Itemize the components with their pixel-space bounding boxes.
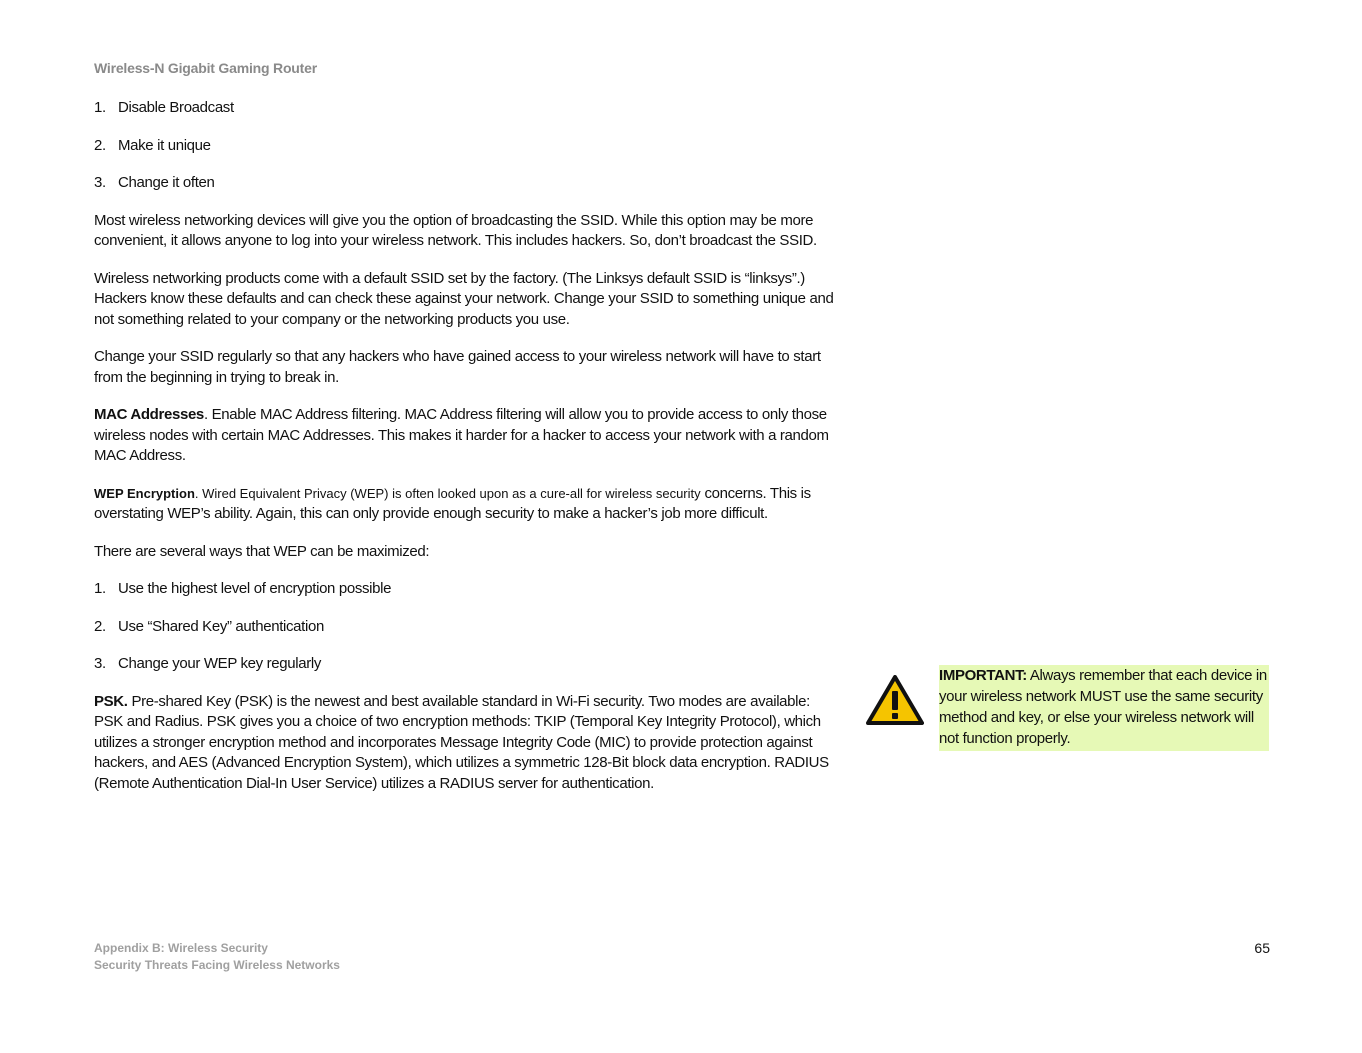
page-number: 65 <box>1254 940 1270 956</box>
list-number: 1. <box>94 99 106 116</box>
list-item-text: Change your WEP key regularly <box>118 655 322 672</box>
important-callout-text <box>939 665 1267 749</box>
wep-encryption-text: concerns. This is overstating WEP’s ability. Again, this can only provide enough security to make a hacker’s job more difficult. <box>94 484 811 522</box>
footer-subsection: Security Threats Facing Wireless Networks <box>94 958 340 972</box>
list-item <box>94 136 842 157</box>
paragraph-wep-encryption <box>94 484 842 525</box>
list-number: 2. <box>94 617 106 635</box>
list-item <box>94 654 842 675</box>
paragraph-change-ssid: Change your SSID regularly so that any hackers who have gained access to your wireless network will have to start from the beginning in trying to break in. <box>94 348 821 386</box>
list-item <box>94 617 842 638</box>
footer-section: Appendix B: Wireless Security <box>94 941 268 955</box>
important-label: IMPORTANT: <box>939 667 1027 684</box>
mac-addresses-text: . Enable MAC Address filtering. MAC Address filtering will allow you to provide access to only those wireless nodes with certain MAC Addresses. This makes it harder for a hacker to access your network with a random MAC Address. <box>94 406 829 464</box>
main-content <box>94 98 842 811</box>
list-item-text: Disable Broadcast <box>118 99 234 116</box>
list-number: 3. <box>94 174 106 191</box>
paragraph-wep-ways: There are several ways that WEP can be maximized: <box>94 542 430 560</box>
wep-encryption-heading: WEP Encryption <box>94 485 195 501</box>
mac-addresses-heading: MAC Addresses <box>94 406 204 423</box>
paragraph-broadcast: Most wireless networking devices will give you the option of broadcasting the SSID. While this option may be more convenient, it allows anyone to log into your wireless network. This includes hackers. So, don’t broadcast the SSID. <box>94 211 817 249</box>
paragraph-default-ssid: Wireless networking products come with a default SSID set by the factory. (The Linksys default SSID is “linksys”.) Hackers know these defaults and can check these against your network. Change your SSID to something unique and not something related to your company or the networking products you use. <box>94 269 834 328</box>
wep-encryption-lead: . Wired Equivalent Privacy (WEP) is often looked upon as a cure-all for wireless security <box>194 485 701 501</box>
list-number: 2. <box>94 136 106 154</box>
paragraph-psk <box>94 692 842 795</box>
list-item-text: Use the highest level of encryption possible <box>118 580 392 597</box>
important-message: Always remember that each device in your wireless network MUST use the same security method and key, or else your wireless network will not function properly. <box>939 667 1267 747</box>
list-item-text: Make it unique <box>118 136 211 154</box>
psk-heading: PSK. <box>94 692 128 710</box>
important-callout <box>939 665 1269 751</box>
paragraph-mac-addresses <box>94 405 842 467</box>
warning-triangle-icon <box>866 675 924 725</box>
running-header: Wireless-N Gigabit Gaming Router <box>94 60 317 76</box>
wep-tips-list <box>94 579 842 675</box>
list-item <box>94 173 842 194</box>
psk-text: Pre-shared Key (PSK) is the newest and best available standard in Wi-Fi security. Two modes are available: PSK and Radius. PSK gives you a choice of two encryption methods: TKIP (Temporal Key Integrity Protocol), which utilizes a stronger encryption method and incorporates Message Integrity Code (MIC) to provide protection against hackers, and AES (Advanced Encryption System), which utilizes a symmetric 128-Bit block data encryption. RADIUS (Remote Authentication Dial-In User Service) utilizes a RADIUS server for authentication. <box>94 692 829 792</box>
list-item-text: Change it often <box>118 174 215 191</box>
list-item <box>94 98 842 119</box>
list-number: 3. <box>94 655 106 672</box>
list-number: 1. <box>94 580 106 597</box>
list-item <box>94 579 842 600</box>
page-footer <box>94 940 340 974</box>
list-item-text: Use “Shared Key” authentication <box>118 617 324 635</box>
ssid-tips-list <box>94 98 842 194</box>
